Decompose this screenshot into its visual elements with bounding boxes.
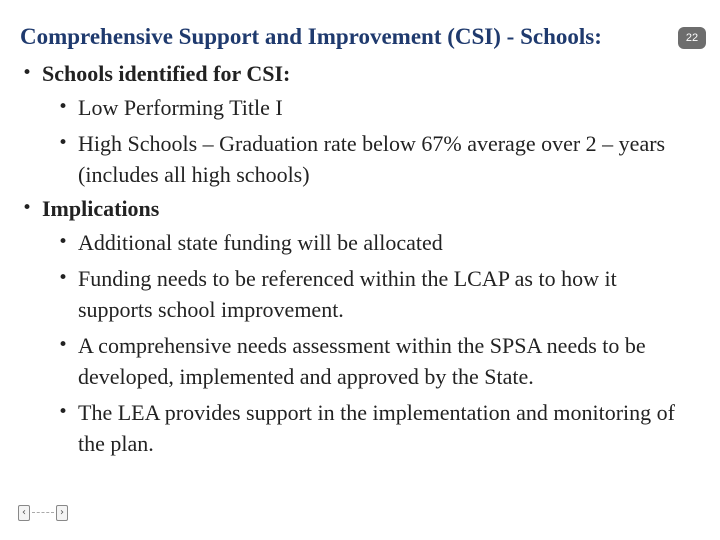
bullet-dot-icon: • [58, 232, 69, 252]
sub-bullet-item [20, 263, 685, 325]
nav-divider [32, 512, 54, 513]
sub-bullet-item [20, 92, 685, 123]
chevron-right-icon[interactable]: › [56, 505, 68, 521]
sub-bullet-item [20, 330, 685, 392]
chevron-left-icon[interactable]: ‹ [18, 505, 30, 521]
bullet-dot-icon: • [58, 133, 69, 153]
bullet-dot-icon: • [22, 198, 33, 218]
bullet-dot-icon: • [58, 335, 69, 355]
sub-bullet-item [20, 227, 685, 258]
bullet-text: Schools identified for CSI: [42, 61, 291, 86]
sub-bullet-text: High Schools – Graduation rate below 67% average over 2 – years (includes all high schools) [78, 131, 666, 187]
sub-bullet-item [20, 397, 685, 459]
slide-navigation [18, 505, 68, 521]
sub-bullet-text: Low Performing Title I [78, 95, 283, 120]
sub-bullet-text: The LEA provides support in the implementation and monitoring of the plan. [78, 400, 675, 456]
bullet-dot-icon: • [58, 97, 69, 117]
bullet-item [20, 193, 685, 224]
bullet-dot-icon: • [22, 63, 33, 83]
bullet-text: Implications [42, 196, 160, 221]
sub-bullet-text: A comprehensive needs assessment within the SPSA needs to be developed, implemented and approved by the State. [78, 333, 646, 389]
bullet-dot-icon: • [58, 402, 69, 422]
sub-bullet-text: Funding needs to be referenced within the LCAP as to how it supports school improvement. [78, 266, 617, 322]
slide-title: Comprehensive Support and Improvement (CSI) - Schools: [20, 24, 602, 49]
sub-bullet-text: Additional state funding will be allocated [78, 230, 443, 255]
bullet-list [20, 58, 685, 459]
bullet-dot-icon: • [58, 268, 69, 288]
bullet-item [20, 58, 685, 89]
sub-bullet-item [20, 128, 685, 190]
page-number-badge: 22 [678, 27, 706, 49]
